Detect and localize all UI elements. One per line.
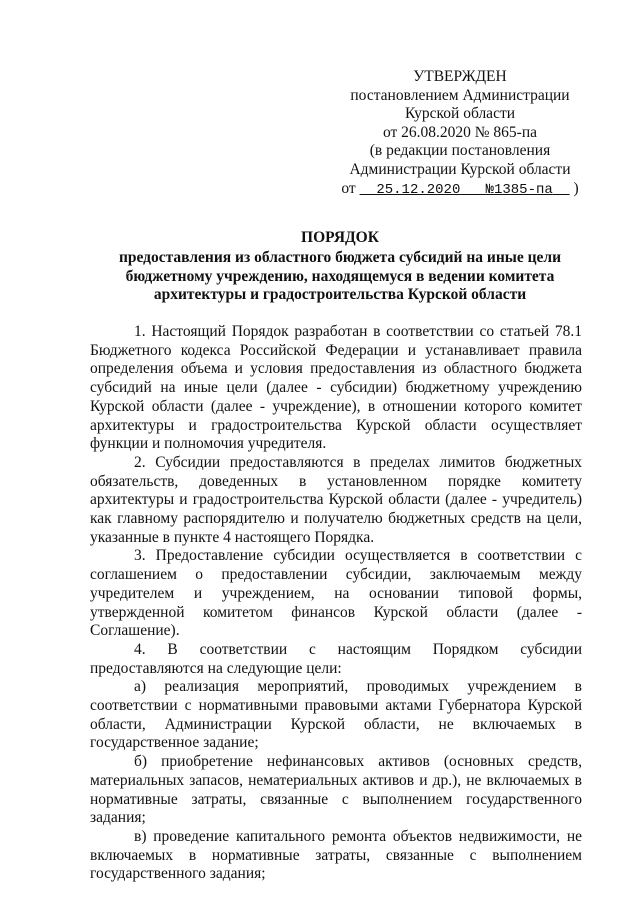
paragraph-2: 2. Субсидии предоставляются в пределах лимитов бюджетных обязательств, доведенных в установленном порядке комитету архитектуры и градостроительства Курской области (далее - учредитель) как главному распорядителю и получателю бюджетных средств на цели, указанные в пункте 4 настоящего Порядка.	[90, 453, 582, 546]
approval-closing: )	[573, 179, 579, 197]
paragraph-4c: в) проведение капитального ремонта объектов недвижимости, не включаемых в нормативные затраты, связанные с выполнением государственного задания;	[90, 827, 582, 883]
paragraph-3: 3. Предоставление субсидии осуществляется в соответствии с соглашением о предоставлении субсидии, заключаемым между учредителем и учреждением, на основании типовой формы, утвержденной комитетом финансов Курской области (далее - Соглашение).	[90, 547, 582, 640]
approval-from-label: от	[341, 179, 356, 197]
approval-line-4: (в редакции постановления	[369, 142, 551, 160]
paragraph-4b: б) приобретение нефинансовых активов (основных средств, материальных запасов, нематериальных активов и др.), не включаемых в нормативные затраты, связанные с выполнением государственного задания;	[90, 753, 582, 827]
document-subtitle: предоставления из областного бюджета субсидий на иные цели бюджетному учреждению, находящемуся в ведении комитета архитектуры и градостроительства Курской области	[118, 249, 562, 304]
approval-line-3: от 26.08.2020 № 865-па	[382, 123, 538, 141]
amendment-number: №1385-па	[485, 181, 553, 198]
approval-line-2: Курской области	[404, 105, 516, 123]
paragraph-4a: а) реализация мероприятий, проводимых учреждением в соответствии с нормативными правовыми актами Губернатора Курской области, Администрации Курской области, не включаемых в государственное задание;	[90, 678, 582, 752]
document-title: ПОРЯДОК	[301, 229, 379, 246]
approval-line-1: постановлением Администрации	[350, 86, 570, 104]
paragraph-1: 1. Настоящий Порядок разработан в соответствии со статьей 78.1 Бюджетного кодекса Российской Федерации и устанавливает правила определения объема и условия предоставления из областного бюджета субсидий на иные цели (далее - субсидии) бюджетному учреждению Курской области (далее - учреждение), в отношении которого комитет архитектуры и градостроительства Курской области осуществляет функции и полномочия учредителя.	[90, 323, 582, 453]
document-body	[90, 323, 582, 884]
paragraph-4: 4. В соответствии с настоящим Порядком субсидии предоставляются на следующие цели:	[90, 640, 582, 677]
approval-stamp	[330, 68, 590, 199]
approval-line-6	[330, 180, 590, 200]
amendment-date: 25.12.2020	[376, 181, 461, 198]
approval-title: УТВЕРЖДЕН	[413, 68, 507, 85]
approval-line-5: Администрации Курской области	[349, 160, 571, 178]
